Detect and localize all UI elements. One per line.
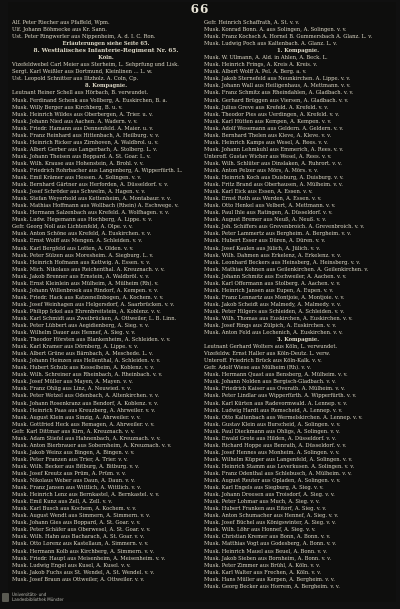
list-entry: Unteroff. Gustav Wicher aus Wesel, A. Rees. v. v. [204,153,332,160]
list-entry: Musk. Heinrich Frings, A. Kreis A. Kreis. v. [204,62,318,69]
list-entry: Musk. Jakob Fuchs aus St. Wendel, A. St. Wendel. v. v. [12,569,155,576]
list-entry: Musk. Paul Ihle aus Ratingen, A. Düsseldorf. v. v. [204,210,333,217]
section-heading: 3. Kompagnie. [276,337,320,344]
list-entry: Musk. Hermann Quast aus Bensberg, A. Mülheim. v. v. [204,372,348,379]
list-entry: Musk. Hubert Schulz aus Kesselheim, A. Koblenz. v. v. [12,365,155,372]
list-entry: Musk. Wilh. Löhr aus Honnef, A. Sieg. v. v. [204,527,316,534]
list-entry: Musk. Gottfried Heck aus Remagen, A. Ahrweiler. v. v. [12,421,155,428]
list-entry: Musk. Fritz Brand aus Oberhausen, A. Mülheim. v. v. [204,182,343,189]
list-entry: Musk. Adam Stiefel aus Hahnenbach, A. Kreuznach. v. v. [12,435,161,442]
list-entry: Musk. Ludwig Hardt aus Remscheid, A. Lennep. v. v. [204,407,343,414]
list-entry: Musk. Ludw. Hegemann aus Hochberg, A. Lippe. v. v. [12,217,153,224]
list-entry: Leutnant Gerhard Wolters aus Köln, L. verwundet. [204,344,338,351]
section-heading: 1. Kompagnie. [276,48,320,55]
list-entry: Musk. Johann Willenbroek aus Rindorf, A. Kempen. v. v. [12,287,159,294]
list-entry: Musk. Wilh. Hahn aus Bacharach, A. St. Goar. v. v. [12,534,145,541]
list-entry: Musk. Peter Lohmar aus Much, A. Sieg. v. v. [204,499,320,506]
list-entry: Musk. Josef Büchel aus Königswinter, A. Sieg. v. v. [204,520,336,527]
list-entry: Musk. Willy Berger aus Kirchberg, B. u. v. [12,104,123,111]
list-entry: Ulf. Johann Böhmecke aus Kr. Sann. [12,27,107,34]
list-entry: Musk. Mathias Hoffmann aus Wollbach (Rhein) A. Eschwege. v. [12,203,179,210]
list-entry: Alf. Peter Riecher aus Pfaffeld, Wpm. [12,20,110,26]
list-entry: Sergt. Karl Weißler aus Dortmund, Kleinlinen ... L. w. [12,69,153,76]
list-entry: Vizefeldw. Ernst Haller aus Köln-Deutz. L. verw. [204,351,331,358]
list-entry: Musk. Josef Weinhagen aus Helgersdorf, A. Saarbrücken. v. v. [12,301,175,308]
list-entry: Musk. Franz Schmitz aus Rheindahlen, A. Gladbach. v. v. [204,90,354,97]
list-entry: Musk. Anton Schumacher aus Hennef, A. Sieg. v. v. [204,513,339,520]
list-entry: Musk. Josef Kreutz aus Prüm, A. Prüm. v. v. [12,471,126,477]
list-entry: Musk. Heinrich Mauel aus Beuel, A. Bonn. v. v. [204,548,328,555]
list-entry: Musk. Hermann Kolb aus Kirchberg, A. Simmern. v. v. [12,548,155,555]
list-entry: Musk. Paul Dieckmann aus Ohligs, A. Solingen. v. v. [204,428,340,435]
list-entry: Vizefeldwebel Carl Meier aus Sterheim, L. Sehprfung und Lisk. [12,62,179,69]
list-entry: Musk. Karl Hütten aus Kempen, A. Kempen. v. v. [204,118,332,125]
list-entry: Musk. Wilh. Dahmen aus Erkelenz, A. Erkelenz. v. v. [204,252,342,259]
list-entry: Musk. Konrad Bonn. A. aus Solingen, A. Solingen. v. v. [204,27,347,34]
list-entry: Ust. Leopold Schnitter aus Iltzholz. A. Coln, Cp. [12,76,139,83]
list-entry: Musk. Ludwig Poch aus Kaltenbach. A. Glanz. L. v. [204,41,338,48]
list-entry: Musk. Johann Lehmkuhl aus Emmerich, A. Rees. v. v. [204,146,344,153]
list-entry: Musk. Ernst Kleinlein aus Mülheim, A. Mülheim (Rh). v. [12,280,159,287]
list-entry: Ust. Peter Ringwerler aus Nippenheim, A. d. I. C. Ron. [12,34,156,41]
list-entry: Musk. Bernhard Thelen aus Kleve, A. Kleve. v. v. [204,132,332,139]
list-entry: Musk. Nikolaus Weber aus Daun, A. Daun. v. v. [12,478,135,485]
list-entry: Musk. Peter Zimmer aus Brühl, A. Köln. v. v. [204,562,321,569]
list-entry: Musk. Heinrich Paas aus Kreuzberg, A. Ahrweiler. v. v. [12,407,156,414]
list-entry: Musk. Matthias Vogt aus Godesberg, A. Bonn. v. v. [204,541,337,548]
list-entry: Musk. Johann Wall aus Heiligenhaus, A. Mettmann. v. v. [204,83,351,90]
list-entry: Musk. Wilh. Schreiner aus Rheinbach, A. Rheinbach. v. v. [12,372,163,379]
list-entry: Musk. Josef Rings aus Zülpich, A. Euskirchen. v. v. [204,323,337,330]
list-entry: Musk. Franz Kochsch A. Hornel B. Gummersbach A. Glanz. L. v. [204,34,373,41]
list-entry: Musk. August Reuter aus Opladen, A. Solingen. v. v. [204,478,341,485]
list-entry: Musk. Jakob Weinz aus Bingen, A. Bingen. v. v. [12,449,135,456]
list-entry: Musk. Ewald Grote aus Hilden, A. Düsseldorf. v. v. [204,435,336,442]
list-entry: Gefr. Heinrich Schaffrath, A. St. v. v. [204,20,300,26]
list-entry: Gefr. Adolf Wiese aus Mülheim (Rh). v. v. [204,365,311,372]
list-entry: Musk. Johann Schmitz aus Eschweiler, A. Aachen. v. v. [204,273,347,280]
list-entry: Musk. Johann Theisen aus Boppard. A. St. Goar. L. v. [12,153,151,160]
list-entry: Musk. Joh. Schiffers aus Grevenbroich. A. Grevenbroich. v. v. [204,224,365,231]
list-entry: Musk. Heinrich Lenz aus Bernkastel, A. Bernkastel. v. v. [12,492,160,499]
list-entry: Musk. Hubert Franken aus Eitorf, A. Sieg. v. v. [204,506,327,513]
list-entry: Musk. Gustav Klein aus Burscheid, A. Solingen. v. v. [204,421,341,428]
list-entry: Musk. W. Ullmann, A. Ald. in Ahlen, A. Beck. L. [204,55,328,62]
list-entry: Musk. Karl Busch aus Kochem, A. Kochem. v. v. [12,506,137,513]
list-entry: Musk. Emil Kunz aus Zell, A. Zell. v. v. [12,499,113,506]
list-entry: Musk. Theodor Pies aus Uerdingen, A. Krefeld. v. v. [204,111,340,118]
list-entry: Musk. Peter Wetzel aus Odenbach, A. Altenkirchen. v. v. [12,393,159,400]
list-entry: Musk. Mathias Kohnen aus Geilenkirchen. A. Geilenkirchen. v. [204,266,369,273]
list-entry: Musk. Karl Bergfeld aus Lotten, A. Olden. v. v. [12,245,134,252]
list-entry: Musk. Wilhelm Dauer aus Hennef, A. Sieg. v. v. [12,330,136,337]
list-entry: Musk. Johann Nied aus Aachen. A. Wadern. v. v. [12,118,138,125]
list-entry: Musk. Heinrich Koch aus Duisburg, A. Duisburg. v. v. [204,175,344,182]
list-entry: Musk. Franz Odenthal aus Schlebusch, A. Mülheim. v. v. [204,471,352,477]
list-entry: Musk. Philipp Ickel aus Ehrenbreitstein, A. Koblenz. v. v. [12,308,161,315]
list-entry: Musk. Jakob Sternefeld aus Neunkirchen. A. Lippe. v. v. [204,76,351,83]
list-entry: Musk. Franz Ohlig aus Linz, A. Neuwied. v. v. [12,386,132,393]
list-entry: Musk. Adolf Wesemann aus Geldern. A. Geldern. v. v. [204,125,344,132]
list-entry: Musk. Johann Dreesen aus Troisdorf, A. Sieg. v. v. [204,492,335,499]
list-entry: Musk. Ernst Roth aus Werden, A. Essen. v. v. [204,196,322,203]
list-entry: Musk. Ernst Wolff aus Mengen. A. Schleiden. v. v. [12,238,143,245]
list-entry: Musk. Heinrich Wildes aus Oberbergen, A. Trier. u. v. [12,111,153,118]
list-entry: Musk. Heinrich Ricker aus Zirnhoven, A. Waldbrol. u. v. [12,139,159,146]
list-entry: Musk. Franz Reinhard aus Hittenbach, A. Heilburg. v. v. [12,132,160,139]
list-entry: Musk. August Klein aus Sinzig, A. Ahrweiler. v. v. [12,414,141,421]
list-entry: Musk. Otto Kaltenbach aus Wermelskirchen. A. Lennep. v. v. [204,414,363,421]
list-entry: Musk. Bernhard Gärtner aus Herforden, A. Düsseldorf. v. v. [12,182,169,189]
page-number: 66 [190,2,210,16]
list-entry: Musk. Friedr. Hamann aus Dennenfeld. A. Maier. u. v. [12,125,154,132]
list-entry: Musk. Albert Grüne aus Bärnbach, A. Meschede. L. v. [12,351,154,358]
list-entry: Musk. Josef Braun aus Ottweiler, A. Ottweiler. v. v. [12,576,145,583]
list-entry: Musk. August Wendt aus Simmern, A. Simmern. v. v. [12,513,151,520]
list-entry: Musk. Peter Sülzen aus Moresheim. A. Siegburg. L. v. [12,252,154,259]
list-entry: Musk. Hermann Salzenbach aus Krefeld. A. Wolfhagen. v. v. [12,210,170,217]
list-entry: Musk. Franz Jansen aus Wittlich, A. Wittlich. v. v. [12,485,142,492]
list-entry: Musk. Gerhard Brüggen aus Viersen, A. Gladbach. v. v. [204,97,349,104]
list-entry: Musk. Johann Nolden aus Bergisch-Gladbach. v. v. [204,379,336,386]
list-entry: Musk. Franz Lennartz aus Montjoie, A. Montjoie. v. v. [204,294,345,301]
list-entry: Musk. Hubert Esser aus Düren, A. Düren. v. v. [204,238,326,245]
list-entry: Musk. Anton Pelzer aus Mörs, A. Mörs. v. v. [204,167,319,174]
list-entry: Musk. Heinrich Kamps aus Wesel, A. Rees. v. v. [204,139,328,146]
right-column [204,20,392,591]
watermark-line-1: Universitäts- und [12,592,47,597]
list-entry: Musk. Ferdinand Schenk aus Vollberg, A. Euskirchen, B. a. [12,97,168,104]
list-entry: Musk. Josef Müller aus Mayen, A. Mayen. v. v. [12,379,133,386]
section-heading: 8. Kompagnie. [84,83,128,90]
list-entry: Musk. Theodor Hörsten aus Blankenheim, A. Schleiden. v. v. [12,337,171,344]
left-column [12,20,200,584]
list-entry: Musk. Karl Offermann aus Stolberg. A. Aachen. v. v. [204,280,341,287]
watermark-line-2: Landesbibliothek Münster [12,597,64,602]
list-entry: Musk. Peter Lübbert aus Aegidienberg, A. Sieg. v. v. [12,323,150,330]
list-entry: Musk. Jakob Sieben aus Bornheim, A. Bonn. v. v. [204,555,332,562]
list-entry: Musk. Heinrich Hofmann aus Kettwig. A. Essen. v. v. [12,259,151,266]
section-heading: Köln. [98,55,114,62]
list-entry: Musk. Wilh. Schlüter aus Dinslaken, A. Ruhrort. v. v. [204,160,342,167]
list-entry: Musk. Stefan Weyerhold aus Kettenheim, A. Montabaur. v. v. [12,196,171,203]
list-entry: Leutnant Reiner Schell aus Hörbach, B. verwundet. [12,90,149,97]
list-entry: Musk. Peter Lammertz aus Bergheim. A. Bergheim. v. v. [204,231,352,238]
list-entry: Musk. Karl Schmidt aus Zweibrücken, A. Ottweiler, L. B. Linn. [12,315,177,322]
list-entry: Musk. Josef Schröder aus Schwelm, A. Hagen. v. v. [12,189,146,196]
list-entry: Musk. Wilhelm Küpper aus Langenfeld, A. Solingen. v. v. [204,456,353,463]
list-entry: Musk. Karl Kramer aus Dörnberg, A. Lippe. v. v. [12,344,139,351]
list-entry: Musk. Friedrich Kaiser aus Overath. A. Mülheim. v. v. [204,386,345,393]
list-entry: Musk. Karl Kürten aus Radevormwald. A. Lennep. v. v. [204,400,348,407]
list-entry: Musk. Hans Müller aus Kerpen, A. Bergheim. v. v. [204,576,335,583]
list-entry: Gefr. Karl Dittmar aus Kirn, A. Kreuznach. v. v. [12,428,135,435]
list-entry: Musk. Leonhard Beckers aus Heinsberg, A. Heinsberg. v. v. [204,259,361,266]
list-entry: Musk. Albert Gerber aus Langerbach, A. Stolberg. L. v. [12,146,158,153]
list-entry: Musk. Peter Hilgers aus Schleiden, A. Schleiden. v. v. [204,308,345,315]
list-entry: Musk. Johann Rosenkranz aus Bendorf, A. Koblenz. v. v. [12,400,159,407]
list-entry: Musk. Jakob Brenner aus Ernstein, A. Waldbröl. v. v. [12,273,150,280]
list-entry: Musk. Heinrich Jansen aus Eupen, A. Eupen. v. v. [204,287,334,294]
list-entry: Musk. Ludwig Engel aus Kusel, A. Kusel. v. v. [12,562,131,569]
list-entry: Musk. Wilh. Krause aus Hohenstein, A. Brohl. v. v. [12,160,144,167]
list-entry: Unteroff. Friedrich Brück aus Köln-Kalk. v. v. [204,358,322,365]
list-entry: Musk. Johann Gies aus Boppard, A. St. Goar. v. v. [12,520,141,527]
list-entry: Musk. Friedrich Rohrbacher aus Langenberg, A. Wipperfürth. L. [12,167,183,174]
list-entry: Musk. Jakob Scheidt aus Malmedy, A. Malmedy. v. v. [204,301,341,308]
list-entry: Musk. Mich. Nikolaus aus Reichenthal. A. Kreuznach. v. v. [12,266,165,273]
list-entry: Musk. Peter Lindlar aus Wipperfürth. A. Wipperfürth. v. v. [204,393,357,400]
list-entry: Musk. Peter Schäfer aus Oberwesel, A. St. Goar. v. v. [12,527,151,534]
list-entry: Musk. Richard Hoppe aus Benrath, A. Düsseldorf. v. v. [204,442,347,449]
list-entry: Musk. Josef Hennes aus Monheim. A. Solingen. v. v. [204,449,340,456]
list-entry: Musk. Johann Heinzen aus Hellenthal, A. Schleiden. v. v. [12,358,161,365]
list-entry: Gefr. Georg Noll aus Lichtenfeld, A. Olpe. v. v. [12,224,133,231]
list-entry: Musk. Julius Greve aus Krefeld. A. Krefeld. v. v. [204,104,329,111]
list-entry: Musk. Wilh. Thomas aus Euskirchen, A. Euskirchen. v. v. [204,315,353,322]
list-entry: Musk. Wilh. Becker aus Bitburg, A. Bitburg. v. v. [12,463,140,470]
list-entry: Musk. Otto Lorenz aus Kastellaun, A. Simmern. v. v. [12,541,149,548]
list-entry: Musk. Georg Becker aus Horrem, A. Bergheim. v. v. [204,583,340,590]
list-entry: Musk. Anton Schöne aus Krefeld, A. Euskirchen. v. v. [12,231,152,238]
list-entry: Musk. Anton Bierbrauer aus Sobernheim, A. Kreuznach. v. v. [12,442,172,449]
list-entry: Musk. Karl Eick aus Essen, A. Essen. v. v. [204,189,313,196]
list-entry: Musk. Josef Kaulen aus Jülich, A. Jülich. v. v. [204,245,321,252]
section-heading: Erläuterungen siehe Seite 65. [62,41,150,48]
list-entry: Musk. Anton Feld aus Lechenich, A. Euskirchen. v. v. [204,330,343,337]
list-entry: Musk. Albert Wolff A. Pel. A. Berg. a. v. [204,69,307,76]
list-entry: Musk. Karl Engels aus Siegburg, A. Sieg. v. v. [204,485,324,492]
list-entry: Musk. Friedr. Hack aus Katzenellnbogen, A. Kochem. v. v. [12,294,164,301]
list-entry: Musk. Friedr. Haupt aus Meisenheim, A. Meisenheim. v. v. [12,555,166,562]
section-heading: 8. Westfälisches Infanterie-Regiment Nr. 65. [33,48,179,55]
library-watermark [2,592,64,606]
list-entry: Musk. Otto Henkel aus Velbert, A. Mettmann. v. v. [204,203,336,210]
list-entry: Musk. Heinrich Stamm aus Leverkusen. A. Solingen. v. v. [204,463,355,470]
list-entry: Musk. Christian Kremer aus Bonn, A. Bonn. v. v. [204,534,331,541]
list-entry: Musk. Karl Walter aus Frechen, A. Köln. v. v. [204,569,322,576]
list-entry: Musk. August Bremer aus Neuß, A. Neuß. v. v. [204,217,327,224]
list-entry: Musk. Peter Franzen aus Trier, A. Trier. v. v. [12,456,128,463]
list-entry: Musk. Emil Krämer aus Hessen. A. Solingen. v. v. [12,175,142,182]
